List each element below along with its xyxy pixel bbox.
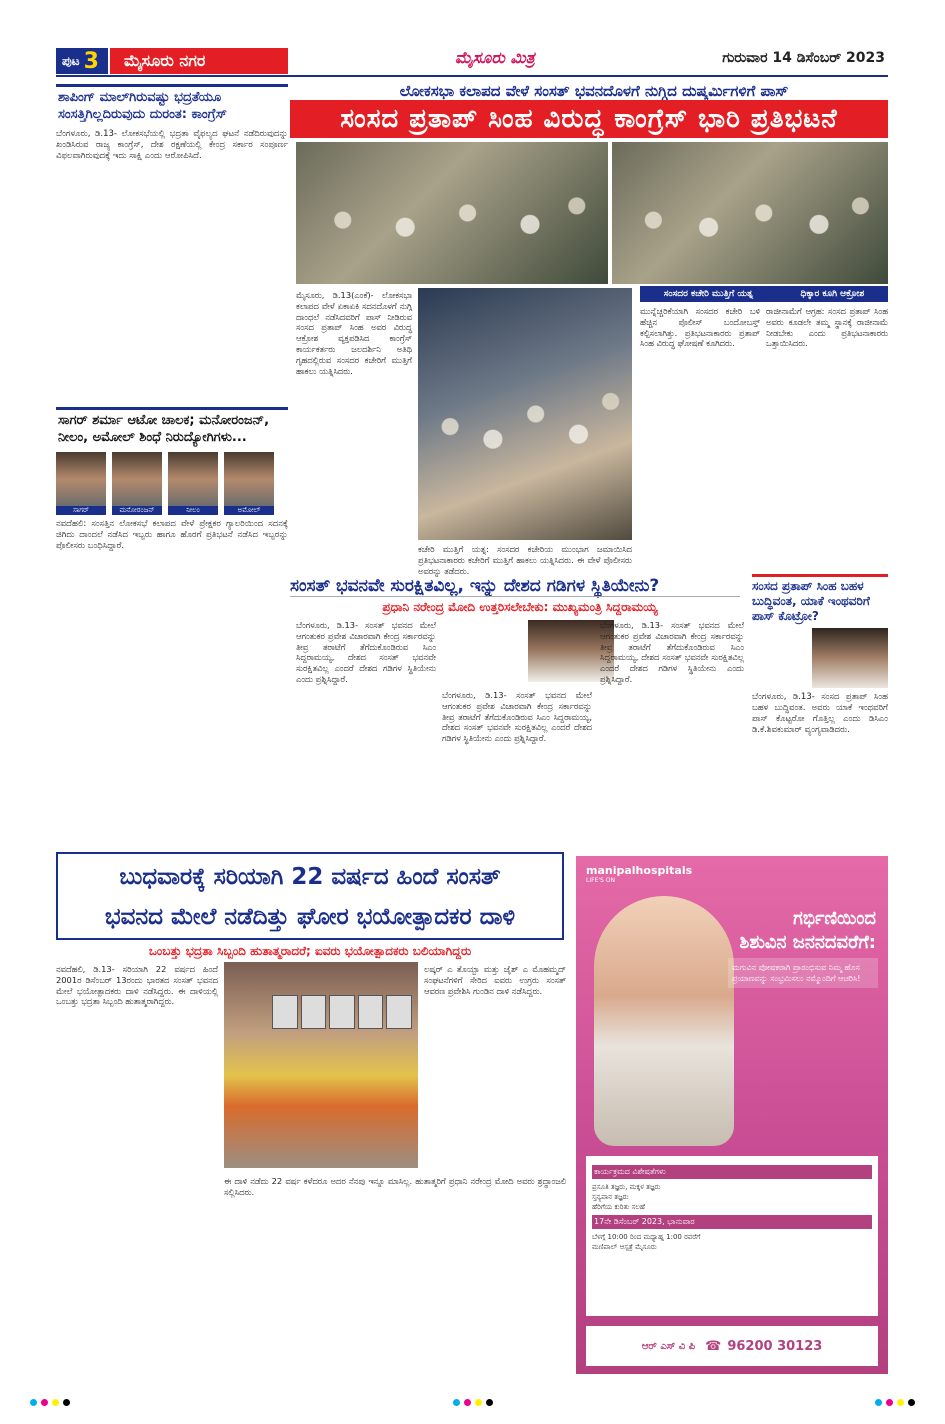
anniversary-column-2: ಲಷ್ಕರ್ ಎ ತೊಯ್ಬಾ ಮತ್ತು ಜೈಶ್ ಎ ಮೊಹಮ್ಮದ್ ಸಂಘಟನೆಗಳಿಗೆ ಸೇರಿದ ಐವರು ಉಗ್ರರು ಸಂಸತ್ ಆವರಣ ಪ್ರವೇಶಿಸಿ ಗುಂಡಿನ ದಾಳಿ ನಡೆಸಿದ್ದರು. — [424, 964, 566, 996]
ad-program-title: ಕಾರ್ಯಕ್ರಮದ ವಿಶೇಷತೆಗಳು — [592, 1165, 872, 1179]
martyr-portrait — [301, 995, 327, 1029]
left-story-headline: ಶಾಪಿಂಗ್ ಮಾಲ್‌ಗಿರುವಷ್ಟು ಭದ್ರತೆಯೂ ಸಂಸತ್ತಿಗಿಲ್ಲದಿರುವುದು ದುರಂತ: ಕಾಂಗ್ರೆಸ್ — [56, 84, 288, 125]
anniversary-headline — [56, 852, 564, 940]
portrait — [56, 452, 106, 515]
dateline: ಗುರುವಾರ 14 ಡಿಸೆಂಬರ್ 2023 — [722, 50, 885, 66]
second-story-paragraph: ನವದೆಹಲಿ: ಸಂಸತ್ತಿನ ಲೋಕಸಭೆ ಕಲಾಪದ ವೇಳೆ ಪ್ರೇಕ್ಷಕರ ಗ್ಯಾಲರಿಯಿಂದ ಸದನಕ್ಕೆ ಜಿಗಿದು ದಾಂದಲೆ ನಡೆಸಿದ ಇಬ್ಬರು ಹಾಗೂ ಹೊರಗೆ ಪ್ರತಿಭಟನೆ ನಡೆಸಿದ ಇಬ್ಬರನ್ನು ಪೊಲೀಸರು ಬಂಧಿಸಿದ್ದಾರೆ. — [56, 519, 288, 551]
accused-portraits — [56, 452, 288, 515]
martyr-portrait — [358, 995, 384, 1029]
side-story — [752, 574, 888, 872]
ad-program-item: ಪ್ರಸೂತಿ ತಜ್ಞರು, ಮಕ್ಕಳ ತಜ್ಞರು — [592, 1183, 661, 1191]
portrait — [168, 452, 218, 515]
dcm-portrait — [812, 628, 888, 688]
second-story-headline: ಸಾಗರ್ ಶರ್ಮಾ ಆಟೋ ಚಾಲಕ; ಮನೋರಂಜನ್, ನೀಲಂ, ಅಮೋಲ್ ಶಿಂಧೆ ನಿರುದ್ಯೋಗಿಗಳು... — [56, 407, 288, 448]
page-label: ಪುಟ — [62, 53, 80, 68]
anniversary-column-1: ನವದೆಹಲಿ, ಡಿ.13- ಸರಿಯಾಗಿ 22 ವರ್ಷದ ಹಿಂದೆ 2001ರ ಡಿಸೆಂಬರ್ 13ರಂದು ಭಾರತದ ಸಂಸತ್ ಭವನದ ಮೇಲೆ ಭಯೋತ್ಪಾದಕರು ದಾಳಿ ನಡೆಸಿದ್ದರು. ಈ ದಾಳಿಯಲ್ಲಿ ಒಂಬತ್ತು ಭದ್ರತಾ ಸಿಬ್ಬಂದಿ ಹುತಾತ್ಮರಾಗಿದ್ದರು. — [56, 964, 218, 1007]
masthead: ಮೈಸೂರು ಮಿತ್ರ — [455, 48, 535, 67]
left-story-paragraph: ಬೆಂಗಳೂರು, ಡಿ.13- ಲೋಕಸಭೆಯಲ್ಲಿ ಭದ್ರತಾ ವೈಫಲ್ಯದ ಘಟನೆ ನಡೆದಿರುವುದನ್ನು ಖಂಡಿಸಿರುವ ರಾಜ್ಯ ಕಾಂಗ್ರೆಸ್, ದೇಶ ರಕ್ಷಣೆಯಲ್ಲಿ ಕೇಂದ್ರ ಸರ್ಕಾರ ಸಂಪೂರ್ಣ ವಿಫಲವಾಗಿರುವುದಕ್ಕೆ ಇದು ಸಾಕ್ಷಿ ಎಂದು ಆರೋಪಿಸಿದೆ. — [56, 129, 288, 161]
couple-photo — [594, 896, 734, 1146]
hospital-advertisement[interactable] — [576, 856, 888, 1374]
phone-icon: ☎ — [705, 1338, 722, 1354]
ad-tagline-1: ಗರ್ಭಿಣಿಯಿಂದ — [793, 908, 876, 929]
header-divider — [56, 75, 888, 77]
ad-program-panel — [586, 1156, 878, 1316]
section-title: ಮೈಸೂರು ನಗರ — [110, 48, 288, 74]
ad-rsvp-bar[interactable] — [586, 1326, 878, 1366]
ad-phone[interactable]: 96200 30123 — [727, 1338, 823, 1354]
parliament-story-column-1: ಬೆಂಗಳೂರು, ಡಿ.13- ಸಂಸತ್ ಭವನದ ಮೇಲೆ ಆಗಂತುಕರ ಪ್ರವೇಶ ವಿಚಾರವಾಗಿ ಕೇಂದ್ರ ಸರ್ಕಾರವನ್ನು ತೀವ್ರ ತರಾಟೆಗೆ ತೆಗೆದುಕೊಂಡಿರುವ ಸಿಎಂ ಸಿದ್ದರಾಮಯ್ಯ, ದೇಶದ ಸಂಸತ್ ಭವನವೇ ಸುರಕ್ಷಿತವಿಲ್ಲ ಎಂದರೆ ದೇಶದ ಗಡಿಗಳ ಸ್ಥಿತಿಯೇನು ಎಂದು ಪ್ರಶ್ನಿಸಿದ್ದಾರೆ. — [296, 620, 436, 684]
main-story-headline: ಸಂಸದ ಪ್ರತಾಪ್ ಸಿಂಹ ವಿರುದ್ಧ ಕಾಂಗ್ರೆಸ್ ಭಾರಿ ಪ್ರತಿಭಟನೆ — [290, 100, 888, 138]
color-registration-footer — [0, 1392, 945, 1412]
portrait — [224, 452, 274, 515]
ad-blurb: ಮಗುವಿನ ಪೋಷಕರಾಗಿ ಪ್ರಾರಂಭಿಸುವ ನಿಮ್ಮ ಹೊಸ ಪ್ರಯಾಣವನ್ನು ಸಂಭ್ರಮಿಸಲು ನಮ್ಮೊಂದಿಗೆ ಆಚರಿಸಿ! — [728, 958, 878, 988]
page-number-badge — [56, 48, 108, 74]
second-story-body — [56, 519, 288, 869]
main-story-column-4: ರಾಜೀನಾಮೆಗೆ ಆಗ್ರಹ: ಸಂಸದ ಪ್ರತಾಪ್ ಸಿಂಹ ಅವರು ಕೂಡಲೇ ತಮ್ಮ ಸ್ಥಾನಕ್ಕೆ ರಾಜೀನಾಮೆ ನೀಡಬೇಕು ಎಂದು ಪ್ರತಿಭಟನಾಕಾರರು ಒತ್ತಾಯಿಸಿದರು. — [766, 306, 888, 349]
registration-dots-right — [875, 1399, 915, 1406]
anniversary-headline-line2: ಭವನದ ಮೇಲೆ ನಡೆದಿತ್ತು ಘೋರ ಭಯೋತ್ಪಾದಕರ ದಾಳಿ — [104, 904, 516, 930]
page-number: 3 — [83, 48, 99, 74]
main-story-column-3: ಮುನ್ನೆಚ್ಚರಿಕೆಯಾಗಿ ಸಂಸದರ ಕಚೇರಿ ಬಳಿ ಹೆಚ್ಚಿನ ಪೊಲೀಸ್ ಬಂದೋಬಸ್ತ್ ಕಲ್ಪಿಸಲಾಗಿತ್ತು. ಪ್ರತಿಭಟನಾಕಾರರು ಪ್ರತಾಪ್ ಸಿಂಹ ವಿರುದ್ಧ ಘೋಷಣೆ ಕೂಗಿದರು. — [640, 306, 760, 349]
parliament-story-rule — [290, 596, 740, 597]
main-story-kicker: ಲೋಕಸಭಾ ಕಲಾಪದ ವೇಳೆ ಸಂಸತ್ ಭವನದೊಳಗೆ ನುಗ್ಗಿದ ದುಷ್ಕರ್ಮಿಗಳಿಗೆ ಪಾಸ್ — [399, 82, 789, 100]
protest-photo-center — [418, 288, 632, 540]
martyr-portrait — [272, 995, 298, 1029]
portrait-name: ಅಮೋಲ್ — [224, 506, 274, 515]
protest-photo-left — [296, 142, 608, 284]
parliament-story-column-2: ಬೆಂಗಳೂರು, ಡಿ.13- ಸಂಸತ್ ಭವನದ ಮೇಲೆ ಆಗಂತುಕರ ಪ್ರವೇಶ ವಿಚಾರವಾಗಿ ಕೇಂದ್ರ ಸರ್ಕಾರವನ್ನು ತೀವ್ರ ತರಾಟೆಗೆ ತೆಗೆದುಕೊಂಡಿರುವ ಸಿಎಂ ಸಿದ್ದರಾಮಯ್ಯ, ದೇಶದ ಸಂಸತ್ ಭವನವೇ ಸುರಕ್ಷಿತವಿಲ್ಲ ಎಂದರೆ ದೇಶದ ಗಡಿಗಳ ಸ್ಥಿತಿಯೇನು ಎಂದು ಪ್ರಶ್ನಿಸಿದ್ದಾರೆ. — [442, 690, 592, 744]
ad-event-time: ಬೆಳಗ್ಗೆ 10:00 ರಿಂದ ಮಧ್ಯಾಹ್ನ 1:00 ರವರೆಗೆ — [592, 1233, 701, 1241]
ad-venue: ಮಣಿಪಾಲ್ ಆಸ್ಪತ್ರೆ ಮೈಸೂರು — [592, 1243, 657, 1251]
protest-photo-right — [612, 142, 888, 284]
memorial-photo — [224, 962, 418, 1168]
ad-rsvp-label: ಆರ್ ಎಸ್ ವಿ ಪಿ — [641, 1340, 696, 1352]
ad-event-date: 17ನೇ ಡಿಸೆಂಬರ್ 2023, ಭಾನುವಾರ — [592, 1215, 872, 1229]
left-story-body — [56, 129, 288, 397]
portrait-name: ಸಾಗರ್ — [56, 506, 106, 515]
portrait-name: ಮನೋರಂಜನ್ — [112, 506, 162, 515]
portrait-name: ನೀಲಂ — [168, 506, 218, 515]
registration-dots-center — [453, 1399, 493, 1406]
photo-caption-bar — [640, 286, 888, 302]
martyr-portrait — [386, 995, 412, 1029]
main-story-column-2b: ಕಚೇರಿ ಮುತ್ತಿಗೆ ಯತ್ನ: ಸಂಸದರ ಕಚೇರಿಯ ಮುಂಭಾಗ ಜಮಾಯಿಸಿದ ಪ್ರತಿಭಟನಾಕಾರರು ಕಚೇರಿಗೆ ಮುತ್ತಿಗೆ ಹಾಕಲು ಯತ್ನಿಸಿದರು. ಈ ವೇಳೆ ಪೊಲೀಸರು ಅವರನ್ನು ತಡೆದರು. — [418, 544, 632, 576]
left-column — [56, 84, 288, 869]
anniversary-headline-line1: ಬುಧವಾರಕ್ಕೆ ಸರಿಯಾಗಿ 22 ವರ್ಷದ ಹಿಂದೆ ಸಂಸತ್ — [119, 864, 501, 890]
ad-brand-name: manipalhospitals — [586, 864, 693, 877]
martyr-portrait — [329, 995, 355, 1029]
anniversary-column-3: ಈ ದಾಳಿ ನಡೆದು 22 ವರ್ಷ ಕಳೆದರೂ ಅದರ ನೆನಪು ಇನ್ನೂ ಮಾಸಿಲ್ಲ. ಹುತಾತ್ಮರಿಗೆ ಪ್ರಧಾನಿ ನರೇಂದ್ರ ಮೋದಿ ಅವರು ಶ್ರದ್ಧಾಂಜಲಿ ಸಲ್ಲಿಸಿದರು. — [224, 1176, 566, 1197]
page-header — [0, 0, 945, 78]
side-story-headline: ಸಂಸದ ಪ್ರತಾಪ್ ಸಿಂಹ ಬಹಳ ಬುದ್ಧಿವಂತ, ಯಾಕೆ ಇಂಥವರಿಗೆ ಪಾಸ್ ಕೊಟ್ರೋ? — [752, 574, 888, 624]
main-story-column-1: ಮೈಸೂರು, ಡಿ.13(ಎಂಕೆ)- ಲೋಕಸಭಾ ಕಲಾಪದ ವೇಳೆ ಏಕಾಏಕಿ ಸದನದೊಳಗೆ ನುಗ್ಗಿ ದಾಂಧಲೆ ನಡೆಸಿದವರಿಗೆ ಪಾಸ್ ನೀಡಿರುವ ಸಂಸದ ಪ್ರತಾಪ್ ಸಿಂಹ ಅವರ ವಿರುದ್ಧ ಆಕ್ರೋಶ ವ್ಯಕ್ತಪಡಿಸಿದ ಕಾಂಗ್ರೆಸ್ ಕಾರ್ಯಕರ್ತರು ಜಲದರ್ಶಿನಿ ಅತಿಥಿ ಗೃಹದಲ್ಲಿರುವ ಸಂಸದರ ಕಚೇರಿಗೆ ಮುತ್ತಿಗೆ ಹಾಕಲು ಯತ್ನಿಸಿದರು. — [296, 290, 412, 376]
anniversary-kicker: ಒಂಬತ್ತು ಭದ್ರತಾ ಸಿಬ್ಬಂದಿ ಹುತಾತ್ಮರಾದರೆ; ಐವರು ಭಯೋತ್ಪಾದಕರು ಬಲಿಯಾಗಿದ್ದರು — [148, 944, 472, 958]
ad-program-item: ಸ್ತನ್ಯಪಾನ ತಜ್ಞರು — [592, 1193, 629, 1201]
registration-dots-left — [30, 1399, 70, 1406]
ad-tagline-2: ಶಿಶುವಿನ ಜನನದವರೆಗೆ: — [739, 932, 876, 953]
side-story-body: ಬೆಂಗಳೂರು, ಡಿ.13- ಸಂಸದ ಪ್ರತಾಪ್ ಸಿಂಹ ಬಹಳ ಬುದ್ಧಿವಂತ. ಅವರು ಯಾಕೆ ಇಂಥವರಿಗೆ ಪಾಸ್ ಕೊಟ್ಟರೋ ಗೊತ್ತಿಲ್ಲ ಎಂದು ಡಿಸಿಎಂ ಡಿ.ಕೆ.ಶಿವಕುಮಾರ್ ವ್ಯಂಗ್ಯವಾಡಿದರು. — [752, 692, 888, 735]
photo-caption: ಧಿಕ್ಕಾರ ಕೂಗಿ ಆಕ್ರೋಶ — [800, 289, 865, 299]
photo-caption: ಸಂಸದರ ಕಚೇರಿ ಮುತ್ತಿಗೆ ಯತ್ನ — [663, 289, 753, 299]
parliament-story-headline: ಸಂಸತ್ ಭವನವೇ ಸುರಕ್ಷಿತವಿಲ್ಲ, ಇನ್ನು ದೇಶದ ಗಡಿಗಳ ಸ್ಥಿತಿಯೇನು? — [290, 576, 660, 596]
portrait — [112, 452, 162, 515]
ad-brand-tagline: LIFE'S ON — [586, 877, 615, 884]
parliament-story-column-3: ಬೆಂಗಳೂರು, ಡಿ.13- ಸಂಸತ್ ಭವನದ ಮೇಲೆ ಆಗಂತುಕರ ಪ್ರವೇಶ ವಿಚಾರವಾಗಿ ಕೇಂದ್ರ ಸರ್ಕಾರವನ್ನು ತೀವ್ರ ತರಾಟೆಗೆ ತೆಗೆದುಕೊಂಡಿರುವ ಸಿಎಂ ಸಿದ್ದರಾಮಯ್ಯ, ದೇಶದ ಸಂಸತ್ ಭವನವೇ ಸುರಕ್ಷಿತವಿಲ್ಲ ಎಂದರೆ ದೇಶದ ಗಡಿಗಳ ಸ್ಥಿತಿಯೇನು ಎಂದು ಪ್ರಶ್ನಿಸಿದ್ದಾರೆ. — [600, 620, 744, 684]
ad-program-item: ಹೆರಿಗೆಯ ಕುರಿತು ಸಲಹೆ — [592, 1203, 646, 1211]
ad-brand — [586, 864, 692, 884]
parliament-story-kicker: ಪ್ರಧಾನಿ ನರೇಂದ್ರ ಮೋದಿ ಉತ್ತರಿಸಲೇಬೇಕು: ಮುಖ್ಯಮಂತ್ರಿ ಸಿದ್ದರಾಮಯ್ಯ — [382, 600, 658, 614]
martyr-portraits — [272, 995, 412, 1029]
